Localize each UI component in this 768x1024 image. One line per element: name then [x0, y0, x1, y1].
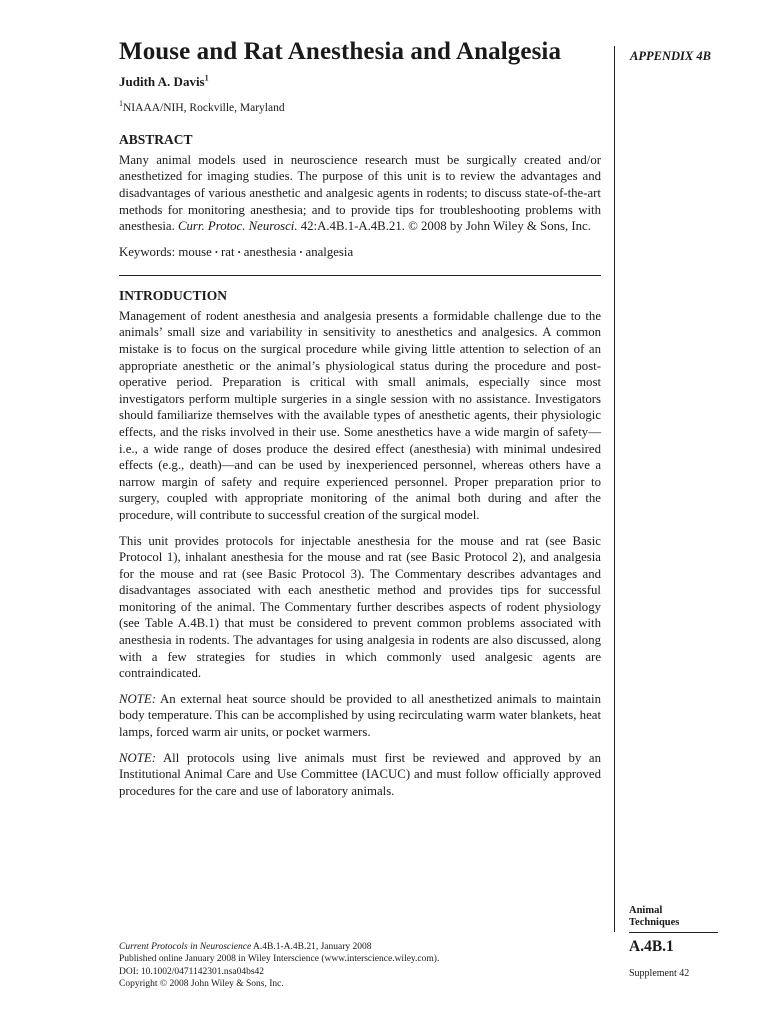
intro-paragraph-1: Management of rodent anesthesia and analgesia presents a formidable challenge due to the animals’ small size and variability in sensitivity to anesthetics and analgesics. A common mistake is to focus on the surgical procedure while giving little attention to selection of an appropriate anesthetic or the animal’s physiological status during the procedure and post-operative period. Preparation is critical with small animals, especially since most investigators perform multiple surgeries in a single session with no assistance. Investigators should familiarize themselves with the available types of anesthetic agents, their physiologic effects, and the risks involved in their use. Some anesthetics have a wide margin of safety—i.e., a wide range of doses produce the desired effect (anesthesia) with minimal undesired effects (e.g., death)—and can be used by inexperienced personnel, whereas others have a narrow margin of safety and require experienced personnel. Proper preparation prior to surgery, coupled with appropriate monitoring of the animal both during and after the procedure, will contribute to successful creation of the surgical model.: [119, 308, 601, 522]
note-label: NOTE:: [119, 750, 156, 765]
unit-code: A.4B.1: [629, 938, 674, 955]
keyword-item: anesthesia: [243, 244, 297, 259]
sidebar-category: [629, 905, 719, 929]
footer-journal-name: Current Protocols in Neuroscience: [119, 942, 252, 952]
footer-journal-details: A.4B.1-A.4B.21, January 2008: [251, 942, 372, 952]
keywords-label: Keywords:: [119, 244, 176, 259]
footer-published: Published online January 2008 in Wiley Interscience (www.interscience.wiley.com).: [119, 954, 440, 965]
affiliation-superscript: 1: [119, 98, 123, 108]
article-main-column: [119, 38, 601, 808]
abstract-text: Many animal models used in neuroscience research must be surgically created and/or anesthetized for imaging studies. The purpose of this unit is to review the advantages and disadvantages of various anesthetic and analgesic agents in rodents; to discuss state-of-the-art methods for monitoring anesthesia; and to provide tips for troubleshooting problems with anesthesia.: [119, 152, 601, 234]
supplement-label: Supplement 42: [629, 968, 690, 979]
margin-vertical-rule: [614, 46, 615, 932]
keyword-item: mouse: [178, 244, 212, 259]
note-text: An external heat source should be provided to all anesthetized animals to maintain body temperature. This can be accomplished by using recirculating warm water blankets, heat lamps, forced warm air units, or pocket warmers.: [119, 691, 601, 740]
citation-journal: Curr. Protoc. Neurosci.: [178, 219, 298, 234]
sidebar-rule: [629, 932, 718, 933]
keyword-item: analgesia: [305, 244, 354, 259]
footer-journal-line: [119, 941, 609, 953]
article-title: Mouse and Rat Anesthesia and Analgesia: [119, 38, 562, 65]
note-label: NOTE:: [119, 691, 156, 706]
abstract-heading: ABSTRACT: [119, 131, 193, 147]
keyword-separator: •: [214, 247, 218, 257]
page-footer: [119, 941, 609, 991]
citation-details: 42:A.4B.1-A.4B.21. © 2008 by John Wiley & Sons, Inc.: [297, 219, 591, 234]
affiliation-text: NIAAA/NIH, Rockville, Maryland: [123, 101, 285, 114]
keyword-item: rat: [221, 244, 235, 259]
introduction-heading: INTRODUCTION: [119, 287, 228, 303]
category-line-2: Techniques: [629, 917, 680, 928]
footer-doi: DOI: 10.1002/0471142301.nsa04bs42: [119, 966, 265, 977]
keyword-separator: •: [299, 247, 303, 257]
author-line: [119, 74, 601, 90]
category-line-1: Animal: [629, 905, 663, 916]
footer-copyright: Copyright © 2008 John Wiley & Sons, Inc.: [119, 979, 284, 990]
appendix-label: APPENDIX 4B: [630, 49, 711, 63]
abstract-paragraph: [119, 152, 601, 235]
intro-paragraph-2: This unit provides protocols for injectable anesthesia for the mouse and rat (see Basic Protocol 1), inhalant anesthesia for the mouse and rat (see Basic Protocol 2), and analgesia for the mouse and rat (see Basic Protocol 3). The Commentary describes advantages and disadvantages associated with each anesthetic method and provides tips for successful monitoring of the animal. The Commentary further describes aspects of rodent physiology (see Table A.4B.1) that must be considered to prevent common problems associated with anesthesia in rodents. The advantages for using analgesia in rodents are also discussed, along with a few strategies for studies in which commonly used analgesic agents are contraindicated.: [119, 533, 601, 681]
affiliation-line: [119, 98, 601, 114]
note-iacuc: [119, 750, 601, 800]
note-heat-source: [119, 691, 601, 741]
section-divider: [119, 275, 601, 276]
author-superscript: 1: [204, 73, 209, 83]
author-name: Judith A. Davis: [119, 73, 205, 89]
keyword-separator: •: [237, 247, 241, 257]
note-text: All protocols using live animals must first be reviewed and approved by an Institutional Animal Care and Use Committee (IACUC) and must follow officially approved procedures for the care and use of laboratory animals.: [119, 750, 601, 798]
keywords-line: [119, 244, 601, 261]
